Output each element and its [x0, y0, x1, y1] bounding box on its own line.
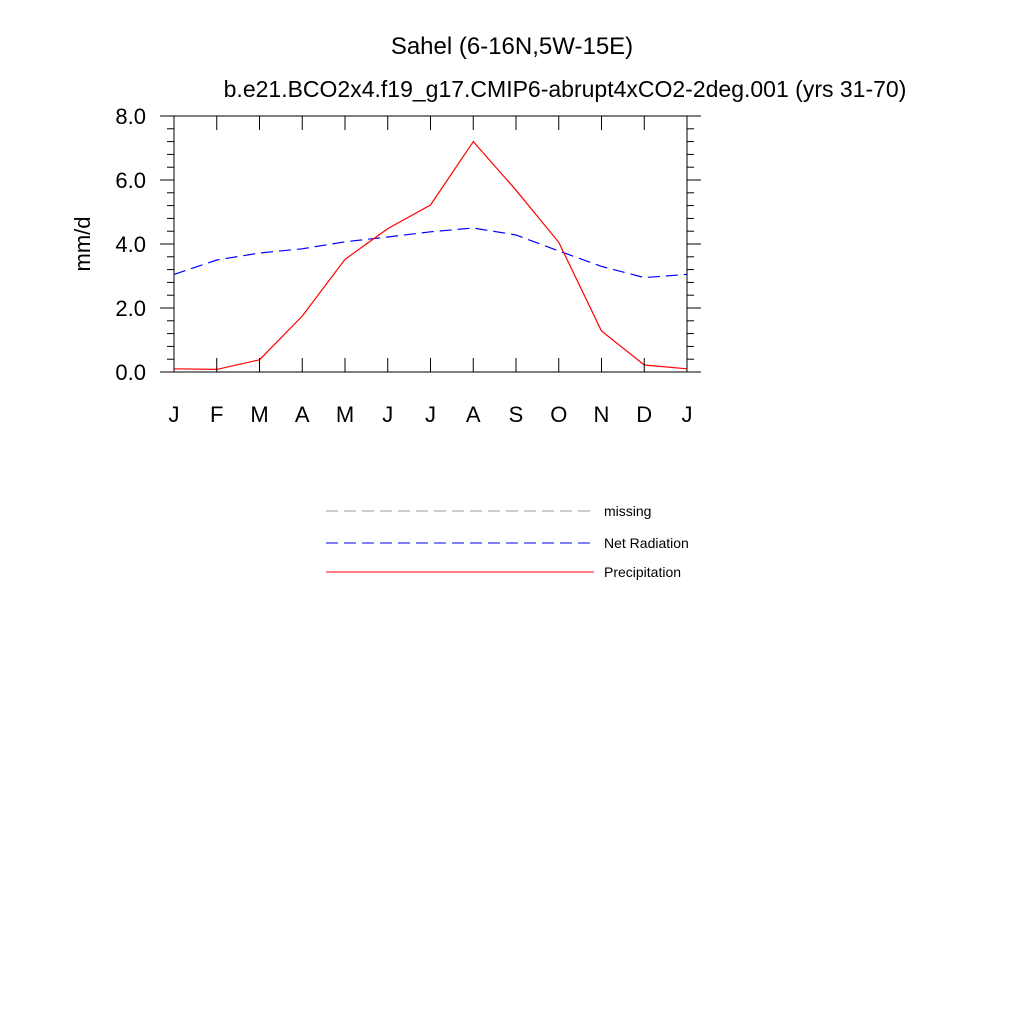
legend-label-net-radiation: Net Radiation [604, 535, 689, 551]
series-line-net-radiation [174, 228, 687, 278]
x-tick-label: N [593, 402, 610, 427]
y-tick-label: 0.0 [115, 360, 146, 385]
x-tick-labels [169, 402, 693, 427]
y-tick-label: 8.0 [115, 104, 146, 129]
x-tick-label: J [681, 402, 693, 427]
series-line-precipitation [174, 142, 687, 370]
x-tick-label: O [550, 402, 568, 427]
x-tick-label: F [210, 402, 224, 427]
x-tick-label: J [382, 402, 394, 427]
x-tick-label: A [294, 402, 310, 427]
legend [326, 503, 689, 580]
legend-label-precipitation: Precipitation [604, 564, 682, 580]
axis-ticks [160, 116, 701, 372]
x-tick-label: J [425, 402, 436, 427]
x-tick-label: M [335, 402, 355, 427]
x-tick-label: M [250, 402, 269, 427]
y-tick-label: 6.0 [115, 168, 146, 193]
y-tick-labels [115, 104, 146, 385]
y-axis-label: mm/d [70, 216, 95, 272]
plot-frame [174, 116, 687, 372]
x-tick-label: S [508, 402, 524, 427]
legend-label-missing: missing [604, 503, 652, 519]
plot-lines [174, 142, 687, 370]
x-tick-label: A [465, 402, 481, 427]
chart-title: Sahel (6-16N,5W-15E) [390, 33, 634, 60]
y-tick-label: 2.0 [115, 296, 146, 321]
chart-subtitle: b.e21.BCO2x4.f19_g17.CMIP6-abrupt4xCO2-2deg.001 (yrs 31-70) [223, 76, 907, 102]
x-tick-label: D [636, 402, 653, 427]
y-tick-label: 4.0 [115, 232, 146, 257]
x-tick-label: J [168, 402, 180, 427]
